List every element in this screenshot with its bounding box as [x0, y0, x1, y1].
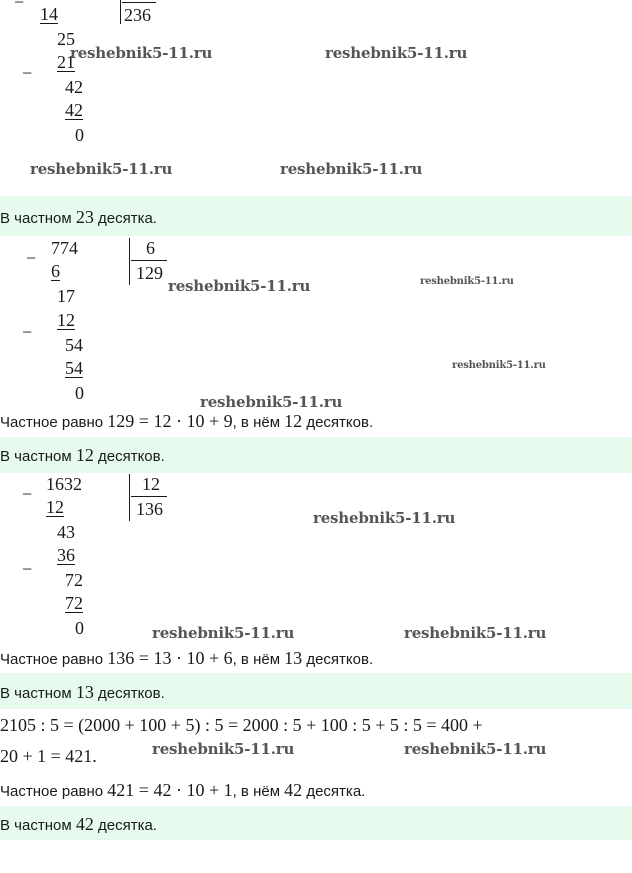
quotient: 236	[124, 5, 151, 25]
quotient-bar	[131, 260, 167, 261]
remainder: 0	[75, 618, 84, 638]
remainder: 72	[65, 570, 83, 590]
remainder: 0	[75, 125, 84, 145]
divisor: 12	[142, 474, 160, 494]
watermark: reshebnik5-11.ru	[200, 393, 343, 411]
watermark: reshebnik5-11.ru	[30, 160, 173, 178]
watermark: reshebnik5-11.ru	[280, 160, 423, 178]
answer-text: В частном 13 десятков.	[0, 682, 165, 702]
quotient: 129	[136, 263, 163, 283]
watermark: reshebnik5-11.ru	[168, 277, 311, 295]
minus-sign: −	[22, 484, 33, 504]
minus-sign: −	[22, 63, 33, 83]
subtrahend: 54	[65, 358, 83, 378]
quotient-bar	[131, 496, 167, 497]
remainder: 17	[57, 286, 75, 306]
watermark: reshebnik5-11.ru	[313, 509, 456, 527]
minus-sign: −	[22, 559, 33, 579]
subtrahend: 6	[51, 261, 60, 281]
divisor: 6	[146, 238, 155, 258]
quotient-note: Частное равно 129 = 12 · 10 + 9, в нём 12 десятков.	[0, 411, 374, 431]
subtrahend: 36	[57, 545, 75, 565]
minus-sign: −	[26, 248, 37, 268]
subtrahend: 21	[57, 52, 75, 72]
quotient: 136	[136, 499, 163, 519]
quotient-note: Частное равно 421 = 42 · 10 + 1, в нём 42 десятка.	[0, 780, 366, 800]
remainder: 42	[65, 77, 83, 97]
remainder: 43	[57, 522, 75, 542]
answer-text: В частном 42 десятка.	[0, 814, 157, 834]
remainder: 25	[57, 29, 75, 49]
minus-sign: −	[22, 322, 33, 342]
equation-line: 2105 : 5 = (2000 + 100 + 5) : 5 = 2000 : 5 + 100 : 5 + 5 : 5 = 400 +	[0, 715, 483, 735]
watermark: reshebnik5-11.ru	[404, 624, 547, 642]
answer-text: В частном 12 десятков.	[0, 445, 165, 465]
dividend: 774	[51, 238, 78, 258]
division-bracket	[120, 0, 121, 24]
quotient-bar	[122, 2, 156, 3]
watermark: reshebnik5-11.ru	[152, 740, 295, 758]
subtrahend: 42	[65, 100, 83, 120]
watermark: reshebnik5-11.ru	[404, 740, 547, 758]
watermark: reshebnik5-11.ru	[420, 276, 514, 287]
subtrahend: 12	[57, 310, 75, 330]
subtrahend: 72	[65, 593, 83, 613]
remainder: 54	[65, 335, 83, 355]
remainder: 0	[75, 383, 84, 403]
watermark: reshebnik5-11.ru	[70, 44, 213, 62]
subtrahend: 12	[46, 497, 64, 517]
quotient-note: Частное равно 136 = 13 · 10 + 6, в нём 13 десятков.	[0, 648, 374, 668]
division-bracket	[129, 238, 130, 285]
watermark: reshebnik5-11.ru	[452, 360, 546, 371]
minus-sign: −	[14, 0, 25, 12]
division-bracket	[129, 474, 130, 521]
watermark: reshebnik5-11.ru	[152, 624, 295, 642]
watermark: reshebnik5-11.ru	[325, 44, 468, 62]
answer-text: В частном 23 десятка.	[0, 207, 157, 227]
subtrahend: 14	[40, 4, 58, 24]
equation-line: 20 + 1 = 421.	[0, 746, 97, 766]
dividend: 1632	[46, 474, 82, 494]
